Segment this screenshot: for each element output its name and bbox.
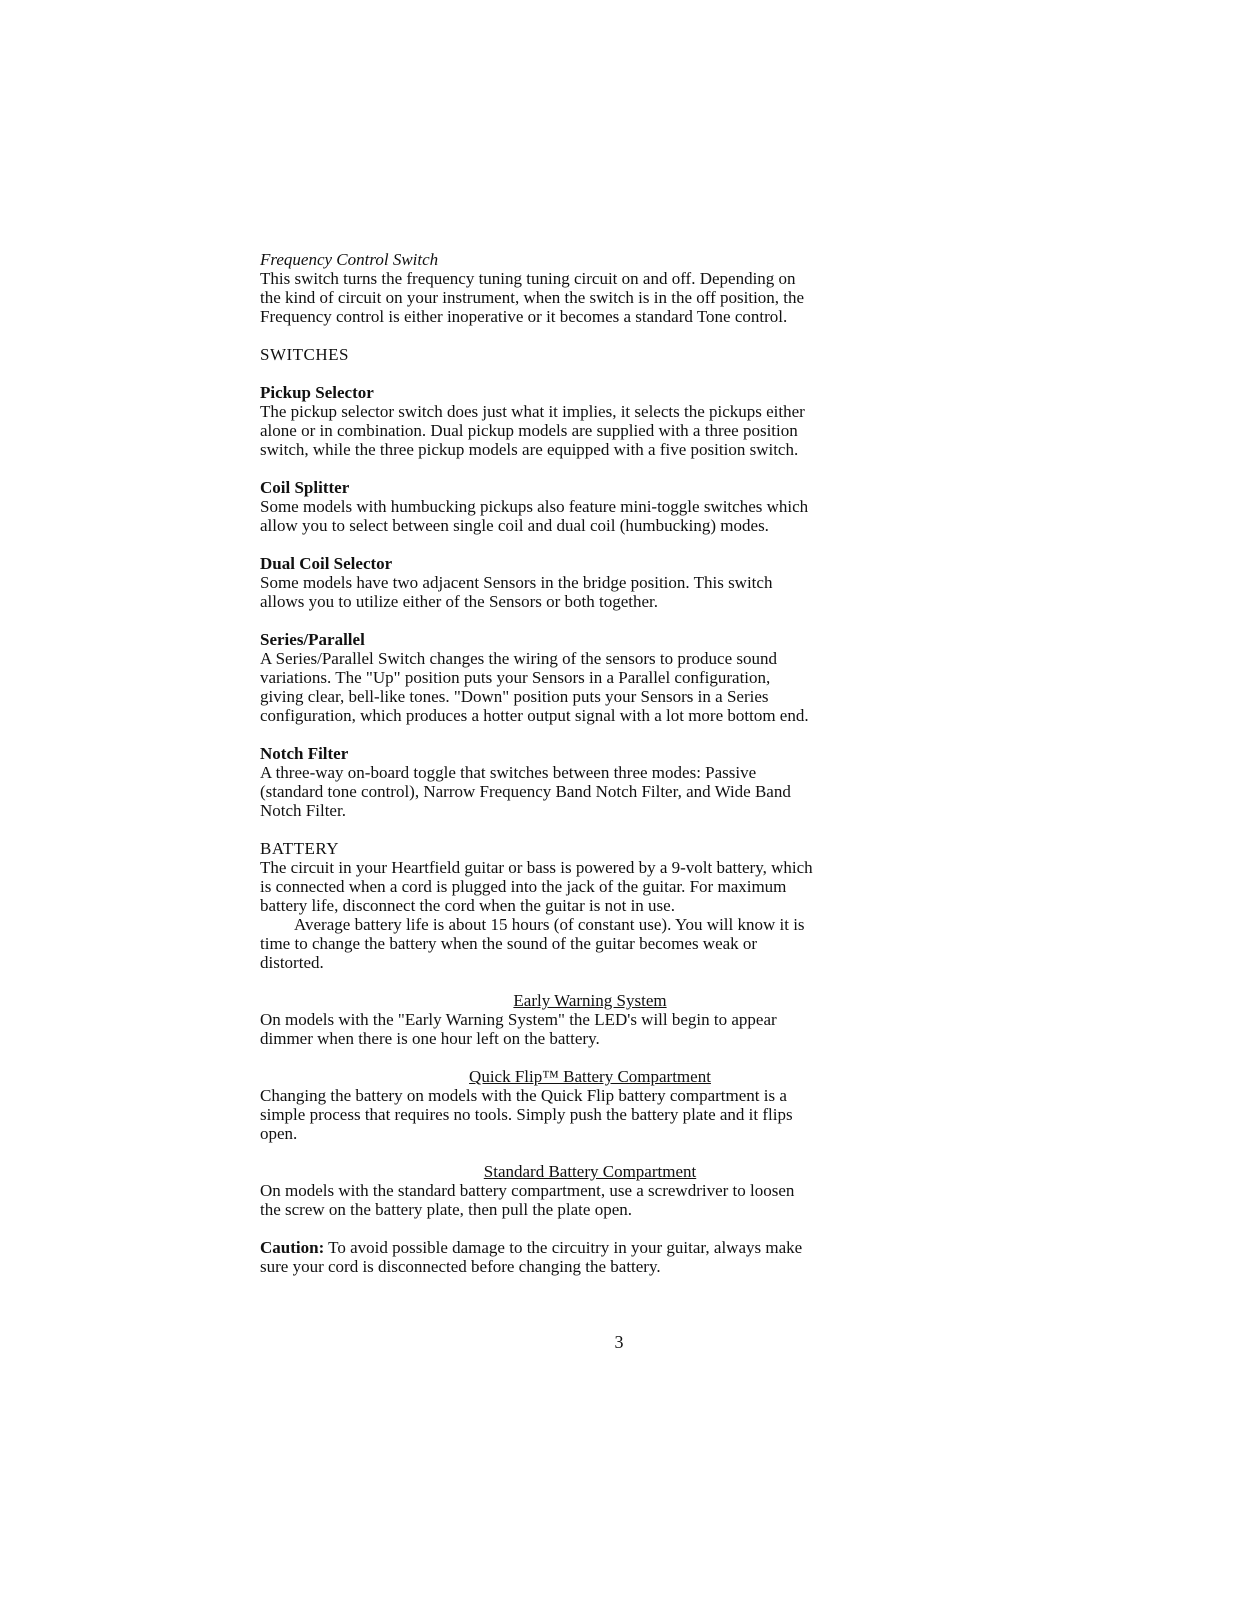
series-line-2: variations. The "Up" position puts your Sensors in a Parallel configuration, xyxy=(260,668,771,687)
notch-line-3: Notch Filter. xyxy=(260,801,346,820)
series-line-4: configuration, which produces a hotter output signal with a lot more bottom end. xyxy=(260,706,809,725)
coil-line-2: allow you to select between single coil and dual coil (humbucking) modes. xyxy=(260,516,769,535)
switches-heading: SWITCHES xyxy=(260,345,349,364)
quick-line-1: Changing the battery on models with the Quick Flip battery compartment is a xyxy=(260,1086,787,1105)
pickup-heading: Pickup Selector xyxy=(260,383,374,402)
freq-line-1: This switch turns the frequency tuning tuning circuit on and off. Depending on xyxy=(260,269,796,288)
caution-label: Caution: xyxy=(260,1238,325,1257)
coil-heading: Coil Splitter xyxy=(260,478,350,497)
pickup-line-1: The pickup selector switch does just what it implies, it selects the pickups either xyxy=(260,402,805,421)
notch-line-2: (standard tone control), Narrow Frequency Band Notch Filter, and Wide Band xyxy=(260,782,791,801)
pickup-line-3: switch, while the three pickup models are equipped with a five position switch. xyxy=(260,440,799,459)
standard-line-2: the screw on the battery plate, then pull the plate open. xyxy=(260,1200,632,1219)
caution-line-1: To avoid possible damage to the circuitry in your guitar, always make xyxy=(324,1238,803,1257)
quick-line-3: open. xyxy=(260,1124,298,1143)
battery-line-4: Average battery life is about 15 hours (of constant use). You will know it is xyxy=(294,915,805,934)
freq-line-2: the kind of circuit on your instrument, when the switch is in the off position, the xyxy=(260,288,805,307)
dual-line-1: Some models have two adjacent Sensors in the bridge position. This switch xyxy=(260,573,773,592)
early-heading: Early Warning System xyxy=(513,991,667,1010)
series-line-3: giving clear, bell-like tones. "Down" position puts your Sensors in a Series xyxy=(260,687,769,706)
notch-line-1: A three-way on-board toggle that switches between three modes: Passive xyxy=(260,763,757,782)
series-line-1: A Series/Parallel Switch changes the wiring of the sensors to produce sound xyxy=(260,649,777,668)
coil-line-1: Some models with humbucking pickups also feature mini-toggle switches which xyxy=(260,497,809,516)
early-line-1: On models with the "Early Warning System" the LED's will begin to appear xyxy=(260,1010,777,1029)
document-page xyxy=(260,250,920,1276)
battery-heading: BATTERY xyxy=(260,839,340,858)
freq-line-3: Frequency control is either inoperative or it becomes a standard Tone control. xyxy=(260,307,788,326)
standard-heading: Standard Battery Compartment xyxy=(483,1162,697,1181)
page-number: 3 xyxy=(614,1332,624,1352)
battery-line-5: time to change the battery when the sound of the guitar becomes weak or xyxy=(260,934,758,953)
pickup-line-2: alone or in combination. Dual pickup models are supplied with a three position xyxy=(260,421,798,440)
dual-heading: Dual Coil Selector xyxy=(260,554,393,573)
battery-line-6: distorted. xyxy=(260,953,324,972)
quick-heading: Quick Flip™ Battery Compartment xyxy=(469,1067,711,1086)
battery-line-2: is connected when a cord is plugged into the jack of the guitar. For maximum xyxy=(260,877,787,896)
caution-line-2: sure your cord is disconnected before changing the battery. xyxy=(260,1257,661,1276)
quick-line-2: simple process that requires no tools. Simply push the battery plate and it flips xyxy=(260,1105,793,1124)
standard-line-1: On models with the standard battery compartment, use a screwdriver to loosen xyxy=(260,1181,795,1200)
caution-paragraph xyxy=(260,1238,920,1257)
dual-line-2: allows you to utilize either of the Sensors or both together. xyxy=(260,592,659,611)
battery-line-3: battery life, disconnect the cord when the guitar is not in use. xyxy=(260,896,675,915)
series-heading: Series/Parallel xyxy=(260,630,365,649)
notch-heading: Notch Filter xyxy=(260,744,349,763)
freq-heading: Frequency Control Switch xyxy=(260,250,439,269)
early-line-2: dimmer when there is one hour left on the battery. xyxy=(260,1029,600,1048)
battery-line-1: The circuit in your Heartfield guitar or bass is powered by a 9-volt battery, which xyxy=(260,858,813,877)
